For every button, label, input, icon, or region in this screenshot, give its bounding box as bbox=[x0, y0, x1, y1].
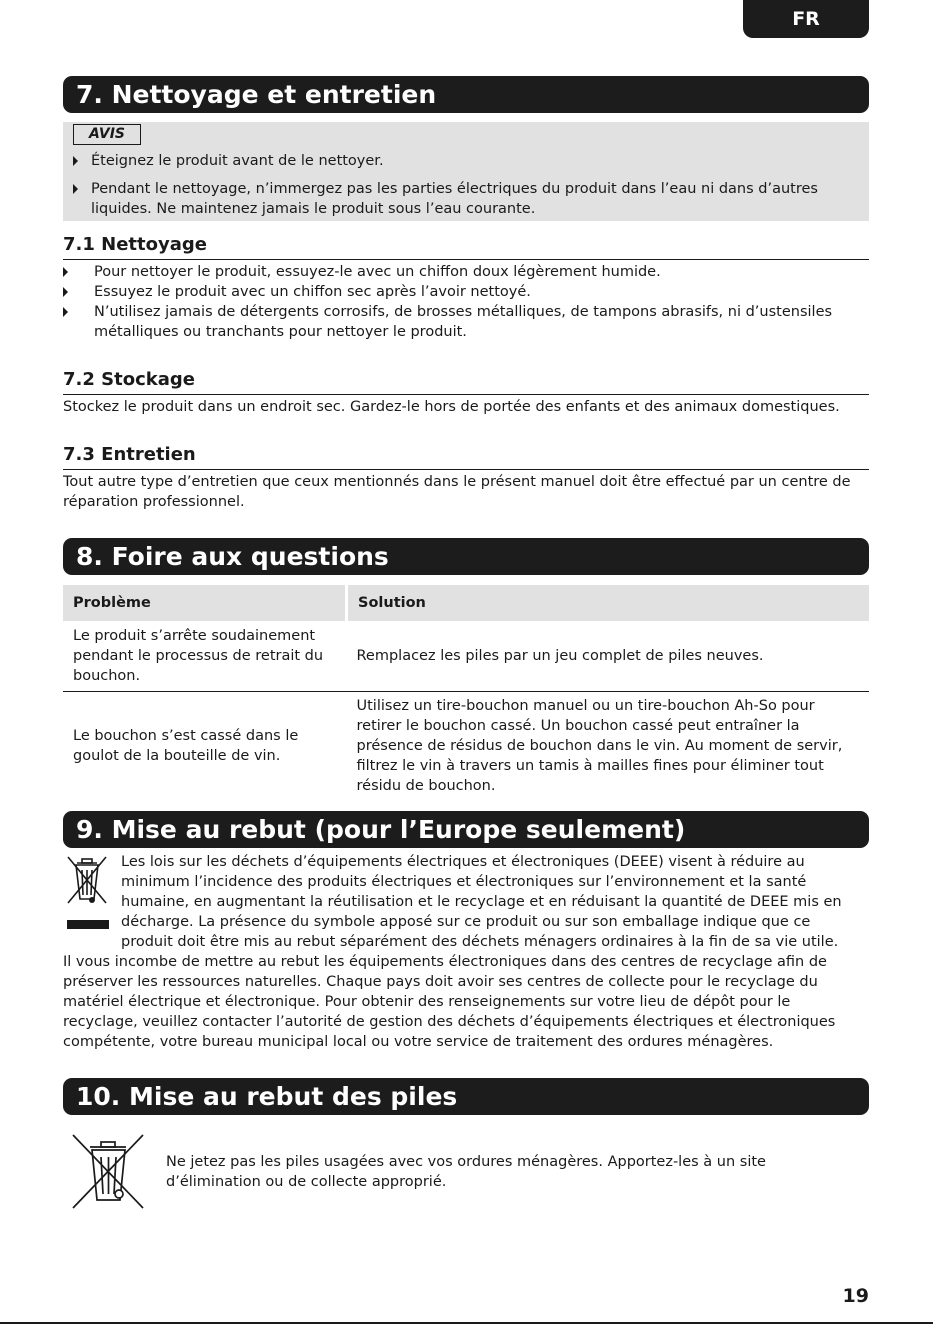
text-line: produit doit être mis au rebut séparément des déchets ménagers ordinaires à la fin de sa vie utile. bbox=[121, 934, 839, 950]
text-line: Les lois sur les déchets d’équipements électriques et électroniques (DEEE) visent à réduire au bbox=[121, 854, 805, 870]
column-header-problem: Problème bbox=[63, 585, 347, 621]
table-row bbox=[63, 621, 869, 692]
maintenance-text: Tout autre type d’entretien que ceux mentionnés dans le présent manuel doit être effectué par un centre de réparation professionnel. bbox=[63, 474, 851, 510]
notice-label: AVIS bbox=[73, 124, 141, 145]
table-row bbox=[63, 692, 869, 801]
bullet-icon bbox=[63, 307, 68, 317]
subsection-storage-title: 7.2 Stockage bbox=[63, 368, 869, 395]
weee-crossed-bin-icon bbox=[62, 853, 112, 931]
bullet-icon bbox=[73, 184, 78, 194]
solution-cell: Utilisez un tire-bouchon manuel ou un tire-bouchon Ah-So pour retirer le bouchon cassé. Un bouchon cassé peut entraîner la présence de résidus de bouchon dans le vin. Au moment de servir, filtrez le vin à travers un tamis à mailles fines pour éliminer tout résidu de bouchon. bbox=[356, 698, 843, 794]
weee-text-beside-icon bbox=[121, 852, 869, 952]
text-line: humaine, en augmentant la réutilisation et le recyclage et en réduisant la quantité de DEEE mis en bbox=[121, 894, 842, 910]
section-9-title: 9. Mise au rebut (pour l’Europe seulement) bbox=[63, 811, 869, 848]
notice-item bbox=[73, 179, 863, 219]
battery-crossed-bin-icon bbox=[70, 1132, 148, 1210]
bullet-icon bbox=[63, 267, 68, 277]
text-line: minimum l’incidence des produits électriques et électroniques sur l’environnement et la santé bbox=[121, 874, 807, 890]
subsection-cleaning-title: 7.1 Nettoyage bbox=[63, 233, 869, 260]
battery-disposal-text: Ne jetez pas les piles usagées avec vos ordures ménagères. Apportez-les à un site d’élimination ou de collecte approprié. bbox=[166, 1154, 766, 1190]
bullet-icon bbox=[73, 156, 78, 166]
solution-cell: Remplacez les piles par un jeu complet de piles neuves. bbox=[347, 621, 870, 692]
list-item bbox=[63, 282, 863, 302]
faq-table bbox=[63, 585, 869, 800]
problem-cell: Le produit s’arrête soudainement pendant le processus de retrait du bouchon. bbox=[63, 621, 347, 692]
notice-item bbox=[73, 151, 853, 171]
section-10-title: 10. Mise au rebut des piles bbox=[63, 1078, 869, 1115]
notice-item-text: Pendant le nettoyage, n’immergez pas les parties électriques du produit dans l’eau ni dans d’autres liquides. Ne maintenez jamais le produit sous l’eau courante. bbox=[91, 181, 818, 217]
column-header-solution: Solution bbox=[347, 585, 870, 621]
section-7-title: 7. Nettoyage et entretien bbox=[63, 76, 869, 113]
notice-item-text: Éteignez le produit avant de le nettoyer. bbox=[91, 153, 384, 169]
language-tab: FR bbox=[743, 0, 869, 38]
notice-box bbox=[63, 122, 869, 221]
storage-text: Stockez le produit dans un endroit sec. Gardez-le hors de portée des enfants et des animaux domestiques. bbox=[63, 399, 840, 415]
list-item-text: N’utilisez jamais de détergents corrosifs, de brosses métalliques, de tampons abrasifs, ni d’ustensiles métalliques ou tranchants pour nettoyer le produit. bbox=[94, 304, 833, 340]
text-line: décharge. La présence du symbole apposé sur ce produit ou sur son emballage indique que ce bbox=[121, 914, 811, 930]
page-number: 19 bbox=[842, 1285, 869, 1307]
list-item bbox=[63, 302, 863, 342]
weee-text: Il vous incombe de mettre au rebut les équipements électroniques dans des centres de recyclage afin de préserver les ressources naturelles. Chaque pays doit avoir ses centres de collecte pour le recyclage du matériel électrique et électronique. Pour obtenir des renseignements sur votre lieu de dépôt pour le recyclage, veuillez contacter l’autorité de gestion des déchets d’équipements électriques et électroniques compétente, votre bureau municipal local ou votre service de traitement des ordures ménagères. bbox=[63, 954, 836, 1050]
problem-cell: Le bouchon s’est cassé dans le goulot de la bouteille de vin. bbox=[73, 728, 299, 764]
bullet-icon bbox=[63, 287, 68, 297]
subsection-maintenance-title: 7.3 Entretien bbox=[63, 443, 869, 470]
list-item bbox=[63, 262, 863, 282]
list-item-text: Pour nettoyer le produit, essuyez-le avec un chiffon doux légèrement humide. bbox=[94, 264, 661, 280]
section-8-title: 8. Foire aux questions bbox=[63, 538, 869, 575]
list-item-text: Essuyez le produit avec un chiffon sec après l’avoir nettoyé. bbox=[94, 284, 531, 300]
